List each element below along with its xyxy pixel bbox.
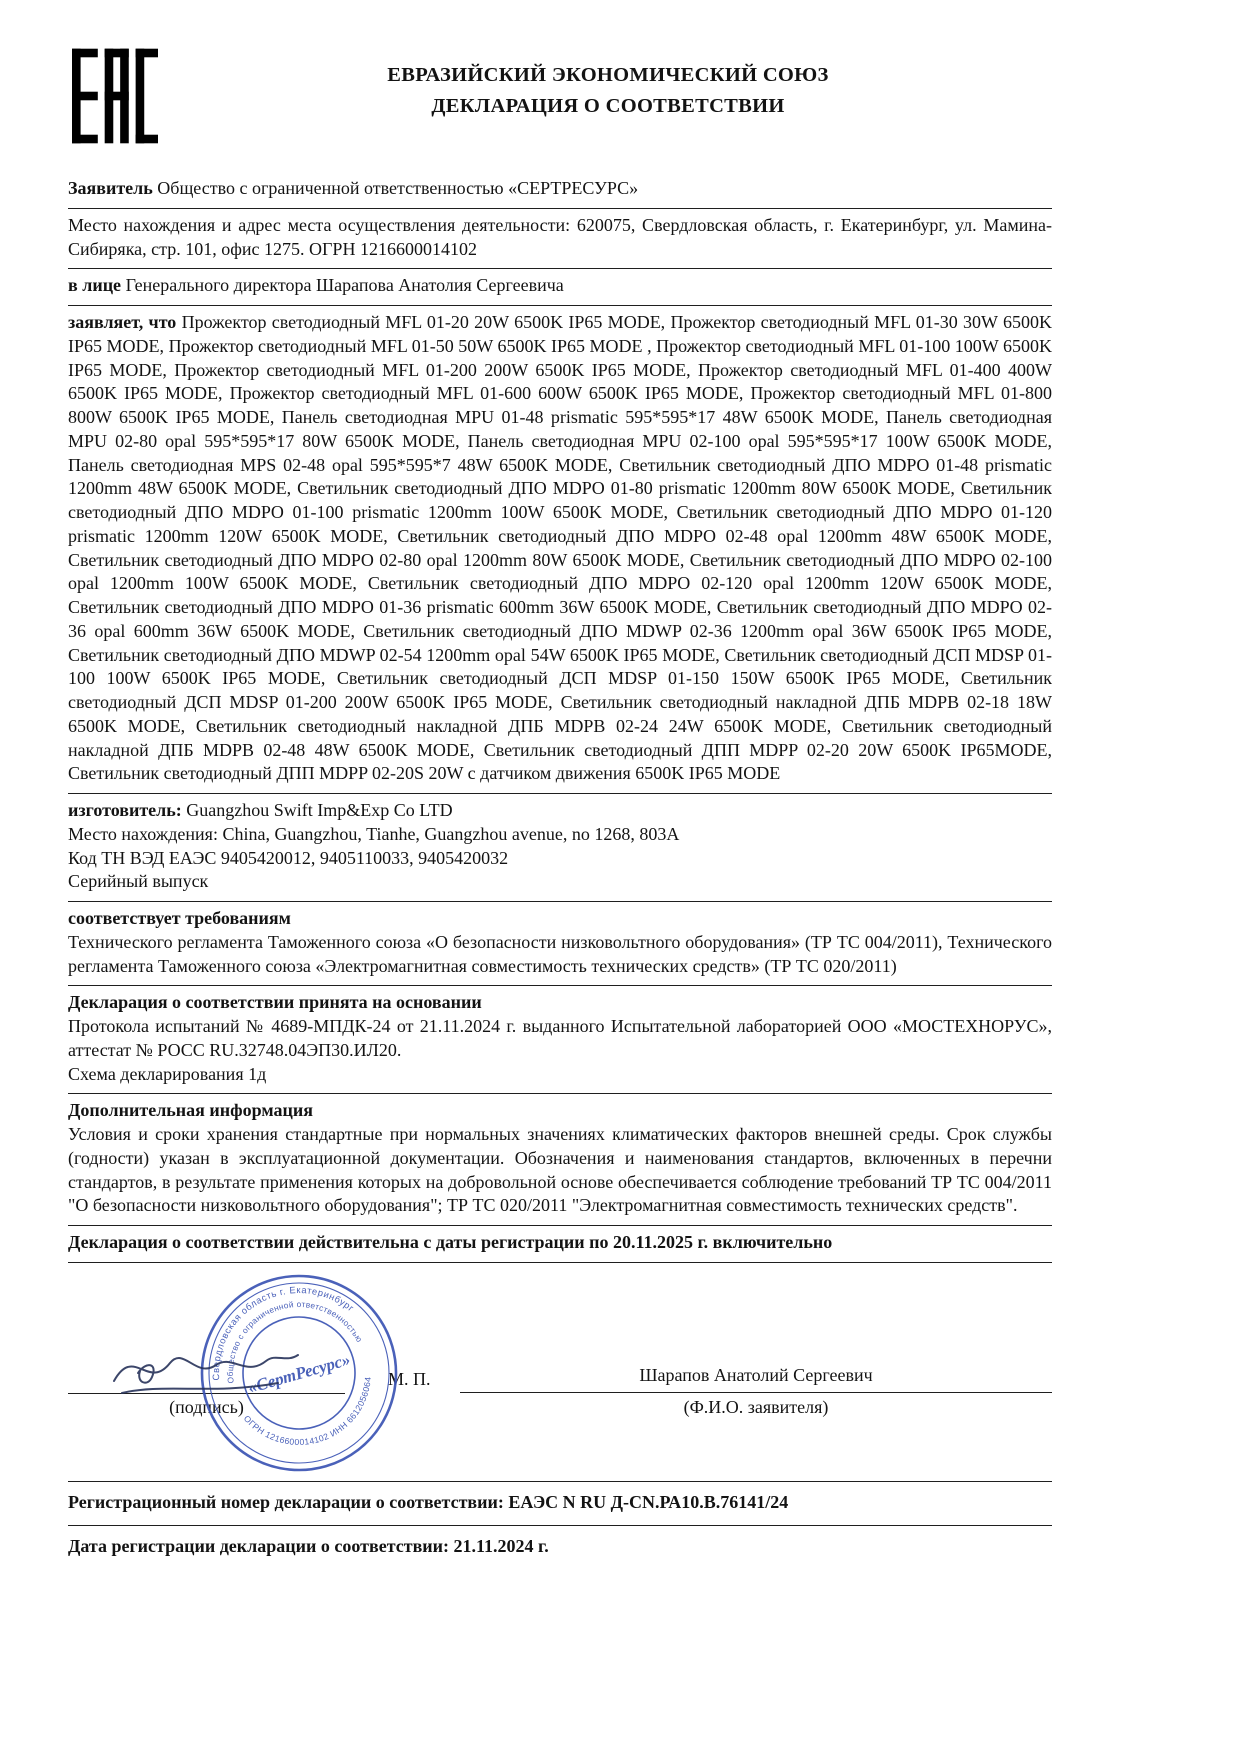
declarant-name: Шарапов Анатолий Сергеевич <box>639 1364 873 1385</box>
signature-area <box>68 1263 1052 1481</box>
in-person-section <box>68 269 1052 305</box>
manufacturer-address: Место нахождения: China, Guangzhou, Tianhe, Guangzhou avenue, no 1268, 803A <box>68 823 680 844</box>
applicant-label: Заявитель <box>68 178 153 198</box>
signature-caption: (подпись) <box>169 1396 244 1417</box>
product-list-section <box>68 306 1052 793</box>
declares-label: заявляет, что <box>68 312 177 332</box>
requirements-heading: соответствует требованиям <box>68 908 291 928</box>
basis-section <box>68 986 1052 1093</box>
stamp-ring-text-3: ОГРН 1216600014102 ИНН 6612056064 <box>241 1376 373 1447</box>
address-text: Место нахождения и адрес места осуществления деятельности: 620075, Свердловская область, г. Екатеринбург, ул. Мамина-Сибиряка, стр. 101, офис 1275. ОГРН 1216600014102 <box>68 214 1052 259</box>
registration-date-label: Дата регистрации декларации о соответствии: <box>68 1535 450 1556</box>
title-line-2: ДЕКЛАРАЦИЯ О СООТВЕТСТВИИ <box>431 94 785 117</box>
signature-line-right <box>460 1263 1052 1393</box>
manufacturer-label: изготовитель: <box>68 800 182 820</box>
manufacturer-tnved-code: Код ТН ВЭД ЕАЭС 9405420012, 9405110033, 9405420032 <box>68 847 509 868</box>
requirements-text: Технического регламента Таможенного союза «О безопасности низковольтного оборудования» (ТР ТС 004/2011), Технического регламента Таможенного союза «Электромагнитная совместимость технических средств» (ТР ТС 020/2011) <box>68 931 1052 976</box>
validity-section <box>68 1226 1052 1262</box>
registration-number-line <box>68 1482 1052 1525</box>
address-section <box>68 209 1052 269</box>
stamp-ring-text-1: Свердловская область г. Екатеринбург <box>210 1284 356 1381</box>
mp-mark: М. П. <box>388 1368 431 1389</box>
title-line-1: ЕВРАЗИЙСКИЙ ЭКОНОМИЧЕСКИЙ СОЮЗ <box>387 64 829 86</box>
registration-number-value: ЕАЭС N RU Д-CN.РА10.В.76141/24 <box>508 1491 789 1512</box>
stamp-center-text: «СертРесурс» <box>245 1349 353 1397</box>
registration-number-label: Регистрационный номер декларации о соответствии: <box>68 1491 504 1512</box>
applicant-value: Общество с ограниченной ответственностью «СЕРТРЕСУРС» <box>157 178 639 198</box>
requirements-section <box>68 902 1052 985</box>
manufacturer-name: Guangzhou Swift Imp&Exp Co LTD <box>186 800 453 820</box>
additional-info-section <box>68 1094 1052 1225</box>
stamp-ring-text-2: Общество с ограниченной ответственностью <box>224 1298 365 1384</box>
applicant-section <box>68 172 1052 208</box>
registration-date-value: 21.11.2024 г. <box>453 1535 549 1556</box>
registration-date-line <box>68 1526 1052 1569</box>
additional-info-heading: Дополнительная информация <box>68 1100 313 1121</box>
additional-info-text: Условия и сроки хранения стандартные при нормальных значениях климатических факторов внешней среды. Срок службы (годности) указан в эксплуатационной документации. Обозначения и наименования стандартов, включенных в перечни стандартов, в результате применения которых на добровольной основе обеспечивается соблюдение требований ТР ТС 004/2011 "О безопасности низковольтного оборудования"; ТР ТС 020/2011 "Электромагнитная совместимость технических средств". <box>68 1124 1052 1216</box>
basis-heading: Декларация о соответствии принята на основании <box>68 992 482 1013</box>
validity-text: Декларация о соответствии действительна с даты регистрации по 20.11.2025 г. включительно <box>68 1232 833 1252</box>
eac-logo-icon <box>72 48 158 144</box>
basis-scheme: Схема декларирования 1д <box>68 1063 267 1084</box>
declarant-caption: (Ф.И.О. заявителя) <box>683 1396 829 1417</box>
document-title <box>68 46 1052 122</box>
handwritten-signature <box>108 1333 308 1408</box>
in-person-value: Генерального директора Шарапова Анатолия Сергеевича <box>125 275 564 296</box>
document-header <box>68 46 1052 158</box>
manufacturer-section <box>68 794 1052 901</box>
in-person-label: в лице <box>68 275 122 296</box>
product-list: Прожектор светодиодный MFL 01-20 20W 6500K IP65 MODE, Прожектор светодиодный MFL 01-30 30W 6500K IP65 MODE, Прожектор светодиодный MFL 01-50 50W 6500K IP65 MODE , Прожектор светодиодный MFL 01-100 100W 6500K IP65 MODE, Прожектор светодиодный MFL 01-200 200W 6500K IP65 MODE, Прожектор светодиодный MFL 01-400 400W 6500K IP65 MODE, Прожектор светодиодный MFL 01-600 600W 6500K IP65 MODE, Прожектор светодиодный MFL 01-800 800W 6500K IP65 MODE, Панель светодиодная MPU 01-48 prismatic 595*595*17 48W 6500K MODE, Панель светодиодная MPU 02-80 opal 595*595*17 80W 6500K MODE, Панель светодиодная MPU 02-100 opal 595*595*17 100W 6500K MODE, Панель светодиодная MPS 02-48 opal 595*595*7 48W 6500K MODE, Светильник светодиодный ДПО MDPO 01-48 prismatic 1200mm 48W 6500K MODE, Светильник светодиодный ДПО MDPO 01-80 prismatic 1200mm 80W 6500K MODE, Светильник светодиодный ДПО MDPO 01-100 prismatic 1200mm 100W 6500K MODE, Светильник светодиодный ДПО MDPO 01-120 prismatic 1200mm 120W 6500K MODE, Светильник светодиодный ДПО MDPO 02-48 opal 1200mm 48W 6500K MODE, Светильник светодиодный ДПО MDPO 02-80 opal 1200mm 80W 6500K MODE, Светильник светодиодный ДПО MDPO 02-100 opal 1200mm 100W 6500K MODE, Светильник светодиодный ДПО MDPO 02-120 opal 1200mm 120W 6500K MODE, Светильник светодиодный ДПО MDPO 01-36 prismatic 600mm 36W 6500K MODE, Светильник светодиодный ДПО MDPO 02-36 opal 600mm 36W 6500K MODE, Светильник светодиодный ДПО MDWP 02-36 1200mm opal 36W 6500K IP65 MODE, Светильник светодиодный ДПО MDWP 02-54 1200mm opal 54W 6500K IP65 MODE, Светильник светодиодный ДСП MDSP 01-100 100W 6500K IP65 MODE, Светильник светодиодный ДСП MDSP 01-150 150W 6500K IP65 MODE, Светильник светодиодный ДСП MDSP 01-200 200W 6500K IP65 MODE, Светильник светодиодный накладной ДПБ MDPB 02-18 18W 6500K MODE, Светильник светодиодный накладной ДПБ MDPB 02-24 24W 6500K MODE, Светильник светодиодный накладной ДПБ MDPB 02-48 48W 6500K MODE, Светильник светодиодный ДПП MDPP 02-20 20W 6500K IP65MODE, Светильник светодиодный ДПП MDPP 02-20S 20W с датчиком движения 6500K IP65 MODE <box>68 312 1052 784</box>
manufacturer-serial: Серийный выпуск <box>68 871 209 892</box>
basis-text: Протокола испытаний № 4689-МПДК-24 от 21.11.2024 г. выданного Испытательной лабораторией ООО «МОСТЕХНОРУС», аттестат № РОСС RU.32748.04ЭП30.ИЛ20. <box>68 1016 1052 1060</box>
